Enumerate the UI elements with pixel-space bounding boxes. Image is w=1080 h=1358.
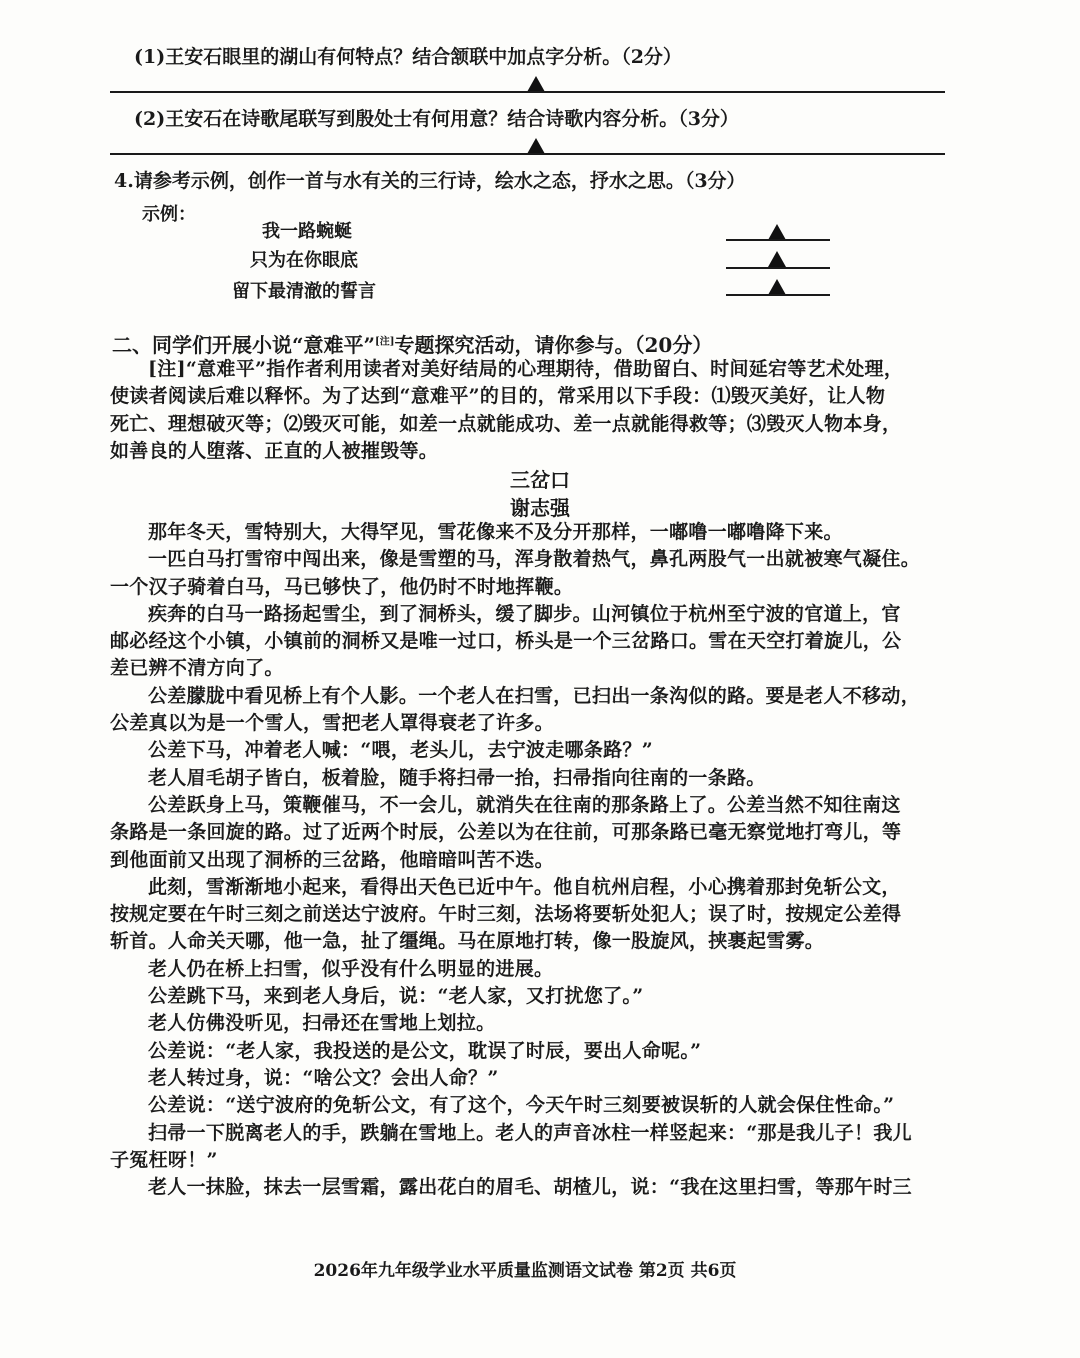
question-4: 4.请参考示例，创作一首与水有关的三行诗，绘水之态，抒水之思。（3分） xyxy=(114,170,746,192)
answer-marker-icon xyxy=(527,138,545,154)
story-line: 斩首。人命关天哪，他一急，扯了缰绳。马在原地打转，像一股旋风，挟裹起雪雾。 xyxy=(110,930,825,953)
example-line-1: 我一路蜿蜒 xyxy=(262,221,352,242)
story-line: 条路是一条回旋的路。过了近两个时辰，公差以为在往前，可那条路已毫无察觉地打弯儿，等 xyxy=(110,821,902,844)
story-line: 子冤枉呀！” xyxy=(110,1148,218,1171)
story-line: 老人眉毛胡子皆白，板着脸，随手将扫帚一抬，扫帚指向往南的一条路。 xyxy=(148,766,766,789)
note-line: [注]“意难平”指作者利用读者对美好结局的心理期待，借助留白、时间延宕等艺术处理， xyxy=(148,358,904,380)
answer-marker-icon xyxy=(527,76,545,92)
story-line: 公差真以为是一个雪人，雪把老人罩得衰老了许多。 xyxy=(110,712,554,735)
story-line: 老人仿佛没听见，扫帚还在雪地上划拉。 xyxy=(148,1012,496,1035)
story-line: 老人转过身，说：“啥公文？会出人命？” xyxy=(148,1066,499,1089)
story-line: 此刻，雪渐渐地小起来，看得出天色已近中午。他自杭州启程，小心携着那封免斩公文， xyxy=(148,875,901,898)
example-line-3: 留下最清澈的誓言 xyxy=(232,281,376,302)
question-2: (2)王安石在诗歌尾联写到殷处士有何用意？结合诗歌内容分析。（3分） xyxy=(134,108,739,130)
poem-answer-line-1[interactable] xyxy=(726,239,830,241)
note-line: 使读者阅读后难以释怀。为了达到“意难平”的目的，常采用以下手段：⑴毁灭美好，让人物 xyxy=(110,385,886,408)
answer-line-2[interactable] xyxy=(110,153,945,155)
answer-line-1[interactable] xyxy=(110,91,945,93)
story-line: 公差跳下马，来到老人身后，说：“老人家，又打扰您了。” xyxy=(148,985,644,1008)
story-line: 按规定要在午时三刻之前送达宁波府。午时三刻，法场将要斩处犯人；误了时，按规定公差得 xyxy=(110,903,902,926)
story-line: 一个汉子骑着白马，马已够快了，他仍时不时地挥鞭。 xyxy=(110,575,574,598)
story-author: 谢志强 xyxy=(510,496,570,520)
story-line: 到他面前又出现了洞桥的三岔路，他暗暗叫苦不迭。 xyxy=(110,848,554,871)
note-line: 如善良的人堕落、正直的人被摧毁等。 xyxy=(110,439,439,462)
story-line: 老人仍在桥上扫雪，似乎没有什么明显的进展。 xyxy=(148,957,554,980)
story-line: 老人一抹脸，抹去一层雪霜，露出花白的眉毛、胡楂儿，说：“我在这里扫雪，等那午时三 xyxy=(148,1176,912,1199)
note-paragraph xyxy=(110,356,940,465)
story-line: 一匹白马打雪帘中闯出来，像是雪塑的马，浑身散着热气，鼻孔两股气一出就被寒气凝住。 xyxy=(148,548,921,571)
story-line: 差已辨不清方向了。 xyxy=(110,657,284,680)
note-superscript: [注] xyxy=(375,336,395,348)
story-line: 公差下马，冲着老人喊：“喂，老头儿，去宁波走哪条路？” xyxy=(148,739,653,762)
poem-answer-line-2[interactable] xyxy=(726,267,830,269)
story-title: 三岔口 xyxy=(510,468,570,492)
story-line: 扫帚一下脱离老人的手，跌躺在雪地上。老人的声音冰柱一样竖起来：“那是我儿子！我儿 xyxy=(148,1121,912,1144)
story-line: 公差朦胧中看见桥上有个人影。一个老人在扫雪，已扫出一条沟似的路。要是老人不移动， xyxy=(148,684,921,707)
story-line: 公差说：“送宁波府的免斩公文，有了这个，今天午时三刻要被误斩的人就会保住性命。” xyxy=(148,1094,895,1117)
section-2-heading xyxy=(112,329,712,358)
note-line: 死亡、理想破灭等；⑵毁灭可能，如差一点就能成功、差一点就能得救等；⑶毁灭人物本身， xyxy=(110,412,902,435)
story-line: 公差跃身上马，策鞭催马，不一会儿，就消失在往南的那条路上了。公差当然不知往南这 xyxy=(148,793,901,816)
story-body xyxy=(110,519,940,1201)
page-footer: 2026年九年级学业水平质量监测语文试卷 第2页 共6页 xyxy=(313,1261,737,1281)
example-line-2: 只为在你眼底 xyxy=(250,250,358,271)
poem-answer-line-3[interactable] xyxy=(726,294,830,296)
story-line: 邮必经这个小镇，小镇前的洞桥又是唯一过口，桥头是一个三岔路口。雪在天空打着旋儿，公 xyxy=(110,630,902,653)
section-2-heading-main: 二、同学们开展小说“意难平” xyxy=(112,333,376,357)
answer-marker-icon xyxy=(768,279,786,295)
story-line: 疾奔的白马一路扬起雪尘，到了洞桥头，缓了脚步。山河镇位于杭州至宁波的官道上，官 xyxy=(148,602,901,625)
example-label: 示例： xyxy=(142,204,196,225)
section-2-heading-rest: 专题探究活动，请你参与。（20分） xyxy=(394,333,713,357)
answer-marker-icon xyxy=(768,224,786,240)
story-line: 公差说：“老人家，我投送的是公文，耽误了时辰，要出人命呢。” xyxy=(148,1039,702,1062)
question-1: (1)王安石眼里的湖山有何特点？结合颔联中加点字分析。（2分） xyxy=(134,46,682,68)
story-line: 那年冬天，雪特别大，大得罕见，雪花像来不及分开那样，一嘟噜一嘟噜降下来。 xyxy=(148,521,843,543)
answer-marker-icon xyxy=(768,251,786,267)
